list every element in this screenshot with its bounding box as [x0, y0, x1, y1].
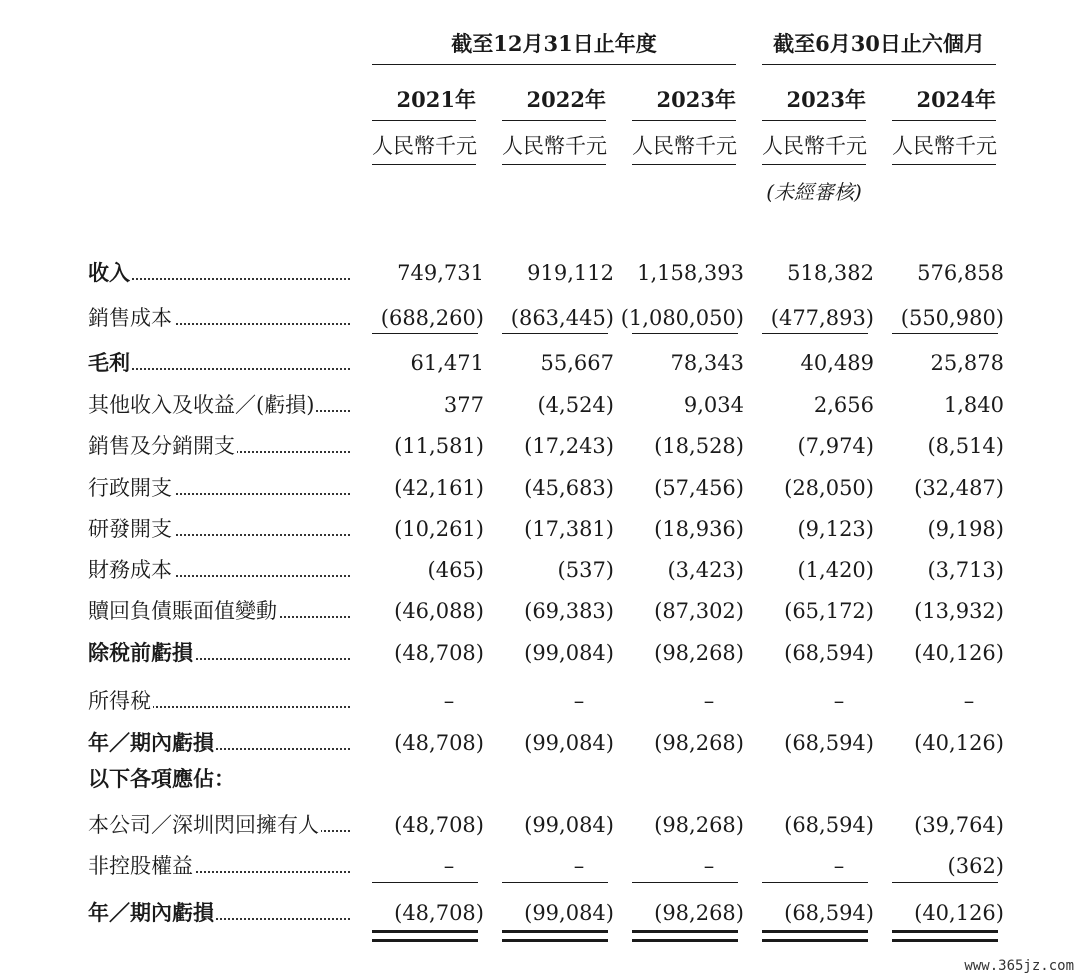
total-double-rule: [372, 930, 478, 942]
subtotal-rule: [892, 333, 998, 334]
table-row: [0, 473, 1080, 503]
table-row: [0, 514, 1080, 544]
row-label-text: 除稅前虧損: [88, 640, 193, 665]
row-label-text: 年／期內虧損: [88, 730, 214, 755]
subtotal-rule: [372, 882, 478, 883]
row-label: [88, 390, 350, 420]
row-value: 78,343: [670, 351, 744, 375]
row-value: (98,268): [654, 641, 744, 665]
row-value: (863,445): [510, 306, 614, 330]
row-value: (68,594): [784, 813, 874, 837]
row-value: (46,088): [394, 599, 484, 623]
subtotal-rule: [502, 882, 608, 883]
col-year-5: 2024年: [892, 84, 996, 121]
row-value: (40,126): [914, 731, 1004, 755]
row-value: 377: [443, 393, 484, 417]
row-value: –: [443, 854, 455, 878]
col-year-3: 2023年: [632, 84, 736, 121]
row-value: –: [443, 689, 455, 713]
row-label-text: 年／期內虧損: [88, 900, 214, 925]
row-label-text: 收入: [88, 260, 130, 285]
row-value: –: [703, 689, 715, 713]
row-label: [88, 258, 350, 288]
row-label-text: 以下各項應佔：: [88, 766, 235, 791]
table-row: [0, 431, 1080, 461]
row-value: (40,126): [914, 641, 1004, 665]
row-label: [88, 431, 350, 461]
row-label: [88, 596, 350, 626]
row-value: 55,667: [540, 351, 614, 375]
row-value: (18,528): [654, 434, 744, 458]
table-row: [0, 851, 1080, 881]
row-value: (42,161): [394, 476, 484, 500]
group-header-year: 截至12月31日止年度: [372, 28, 736, 65]
row-value: (99,084): [524, 813, 614, 837]
row-value: (550,980): [900, 306, 1004, 330]
unaudited-note: (未經審核): [766, 180, 862, 204]
row-value: (9,198): [927, 517, 1004, 541]
row-value: (48,708): [394, 731, 484, 755]
row-label: [88, 764, 350, 794]
row-value: (48,708): [394, 813, 484, 837]
row-label-text: 所得稅: [88, 689, 151, 713]
col-year-4: 2023年: [762, 84, 866, 121]
table-row: [0, 810, 1080, 840]
row-label-text: 財務成本: [88, 558, 172, 582]
row-value: (98,268): [654, 813, 744, 837]
table-row: [0, 686, 1080, 716]
row-label: [88, 514, 350, 544]
row-value: (1,420): [797, 558, 874, 582]
table-row: [0, 258, 1080, 288]
row-label-text: 非控股權益: [88, 854, 193, 878]
row-value: (99,084): [524, 901, 614, 925]
row-value: [864, 764, 1004, 794]
row-value: –: [833, 854, 845, 878]
row-value: (465): [427, 558, 484, 582]
row-value: 2,656: [813, 393, 874, 417]
row-label: [88, 638, 350, 668]
row-label: [88, 728, 350, 758]
row-value: (9,123): [797, 517, 874, 541]
row-value: 40,489: [800, 351, 874, 375]
row-value: (48,708): [394, 901, 484, 925]
row-value: (32,487): [914, 476, 1004, 500]
row-value: 749,731: [397, 261, 484, 285]
row-value: –: [573, 689, 585, 713]
row-value: 576,858: [917, 261, 1004, 285]
row-value: 9,034: [683, 393, 744, 417]
row-label: [88, 898, 350, 928]
total-double-rule: [632, 930, 738, 942]
row-value: 1,158,393: [637, 261, 744, 285]
row-value: 25,878: [930, 351, 1004, 375]
col-unit-5: 人民幣千元: [892, 130, 996, 165]
table-row: [0, 596, 1080, 626]
row-value: [604, 764, 744, 794]
table-row: [0, 898, 1080, 928]
row-value: (18,936): [654, 517, 744, 541]
col-unit-4: 人民幣千元: [762, 130, 866, 165]
row-value: –: [963, 689, 975, 713]
row-value: (11,581): [394, 434, 484, 458]
row-value: [474, 764, 614, 794]
subtotal-rule: [762, 333, 868, 334]
row-value: (99,084): [524, 731, 614, 755]
row-value: (688,260): [380, 306, 484, 330]
col-unit-2: 人民幣千元: [502, 130, 606, 165]
table-row: [0, 303, 1080, 333]
row-value: (68,594): [784, 901, 874, 925]
subtotal-rule: [892, 882, 998, 883]
row-value: (87,302): [654, 599, 744, 623]
row-value: (68,594): [784, 731, 874, 755]
total-double-rule: [892, 930, 998, 942]
row-value: (13,932): [914, 599, 1004, 623]
total-double-rule: [762, 930, 868, 942]
watermark: www.365jz.com: [964, 958, 1074, 974]
row-value: (3,713): [927, 558, 1004, 582]
row-value: (10,261): [394, 517, 484, 541]
row-label-text: 銷售成本: [88, 306, 172, 330]
row-value: (28,050): [784, 476, 874, 500]
row-value: 919,112: [527, 261, 614, 285]
row-value: (362): [947, 854, 1004, 878]
row-value: –: [833, 689, 845, 713]
row-value: (57,456): [654, 476, 744, 500]
row-value: (537): [557, 558, 614, 582]
row-value: [344, 764, 484, 794]
row-label: [88, 686, 350, 716]
table-row: [0, 764, 1080, 794]
row-label-text: 銷售及分銷開支: [88, 434, 235, 458]
row-value: [734, 764, 874, 794]
row-label-text: 贖回負債賬面值變動: [88, 599, 277, 623]
table-row: [0, 638, 1080, 668]
row-value: (477,893): [770, 306, 874, 330]
subtotal-rule: [632, 882, 738, 883]
row-value: (7,974): [797, 434, 874, 458]
row-value: (17,243): [524, 434, 614, 458]
row-label-text: 研發開支: [88, 517, 172, 541]
row-value: 518,382: [787, 261, 874, 285]
table-row: [0, 348, 1080, 378]
row-value: (99,084): [524, 641, 614, 665]
row-value: 1,840: [943, 393, 1004, 417]
table-row: [0, 728, 1080, 758]
row-value: (65,172): [784, 599, 874, 623]
row-value: 61,471: [410, 351, 484, 375]
row-label-text: 其他收入及收益／(虧損): [88, 393, 315, 417]
total-double-rule: [502, 930, 608, 942]
table-row: [0, 390, 1080, 420]
row-value: (3,423): [667, 558, 744, 582]
row-value: (40,126): [914, 901, 1004, 925]
col-unit-1: 人民幣千元: [372, 130, 476, 165]
group-header-half-year: 截至6月30日止六個月: [762, 28, 996, 65]
row-value: (98,268): [654, 901, 744, 925]
row-label: [88, 473, 350, 503]
subtotal-rule: [502, 333, 608, 334]
row-label: [88, 348, 350, 378]
col-year-2: 2022年: [502, 84, 606, 121]
row-value: (17,381): [524, 517, 614, 541]
row-label-text: 本公司／深圳閃回擁有人: [88, 813, 319, 837]
col-year-1: 2021年: [372, 84, 476, 121]
row-value: (68,594): [784, 641, 874, 665]
row-value: (48,708): [394, 641, 484, 665]
row-label-text: 行政開支: [88, 476, 172, 500]
row-value: (8,514): [927, 434, 1004, 458]
row-label: [88, 555, 350, 585]
col-unit-3: 人民幣千元: [632, 130, 736, 165]
row-label-text: 毛利: [88, 350, 130, 375]
row-label: [88, 810, 350, 840]
row-value: (98,268): [654, 731, 744, 755]
row-value: (45,683): [524, 476, 614, 500]
row-label: [88, 851, 350, 881]
row-value: (39,764): [914, 813, 1004, 837]
row-value: (1,080,050): [620, 306, 744, 330]
row-value: –: [573, 854, 585, 878]
subtotal-rule: [762, 882, 868, 883]
row-value: –: [703, 854, 715, 878]
subtotal-rule: [632, 333, 738, 334]
row-label: [88, 303, 350, 333]
table-row: [0, 555, 1080, 585]
subtotal-rule: [372, 333, 478, 334]
row-value: (69,383): [524, 599, 614, 623]
row-value: (4,524): [537, 393, 614, 417]
